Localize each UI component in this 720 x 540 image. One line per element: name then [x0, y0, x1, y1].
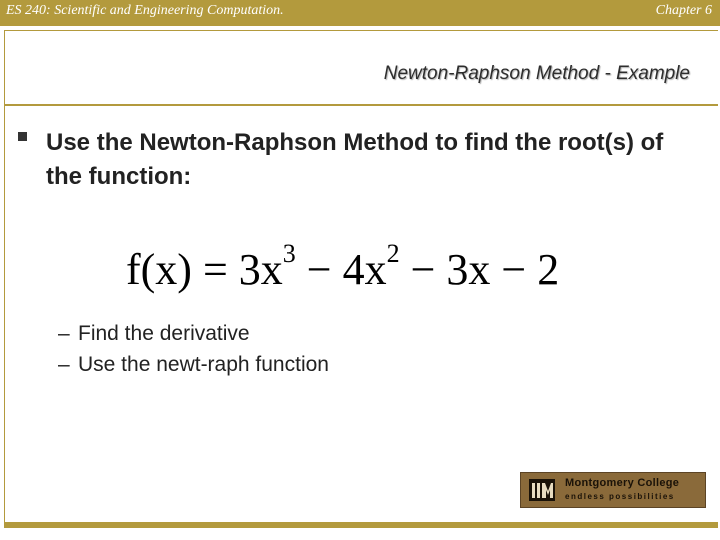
- function-equation: [126, 222, 559, 302]
- college-logo: [520, 472, 706, 508]
- equation-exponent-2: 2: [386, 239, 400, 268]
- square-bullet-icon: [18, 132, 27, 141]
- list-item-text: Find the derivative: [78, 322, 250, 345]
- logo-name: Montgomery College: [565, 477, 680, 489]
- header-bar: [0, 0, 720, 26]
- college-emblem-icon: [529, 479, 555, 501]
- equation-exponent-3: 3: [282, 239, 296, 268]
- equation-rhs: − 3x − 2: [399, 245, 560, 294]
- list-item: [58, 349, 329, 380]
- list-item-text: Use the newt-raph function: [78, 353, 329, 376]
- list-item: [58, 318, 329, 349]
- course-title: ES 240: Scientific and Engineering Computation.: [6, 3, 284, 18]
- dash-bullet: –: [58, 322, 70, 345]
- equation-lhs: f(x) = 3x: [126, 245, 283, 294]
- dash-bullet: –: [58, 353, 70, 376]
- logo-tagline: endless possibilities: [565, 492, 675, 501]
- sub-bullet-list: [58, 318, 329, 380]
- chapter-label: Chapter 6: [655, 3, 712, 18]
- left-border-rule: [4, 106, 5, 524]
- slide-title: Newton-Raphson Method - Example: [383, 63, 690, 84]
- footer-bar: [4, 522, 718, 528]
- bullet-text: Use the Newton-Raphson Method to find the root(s) of the function:: [46, 129, 664, 190]
- equation-mid: − 4x: [295, 245, 387, 294]
